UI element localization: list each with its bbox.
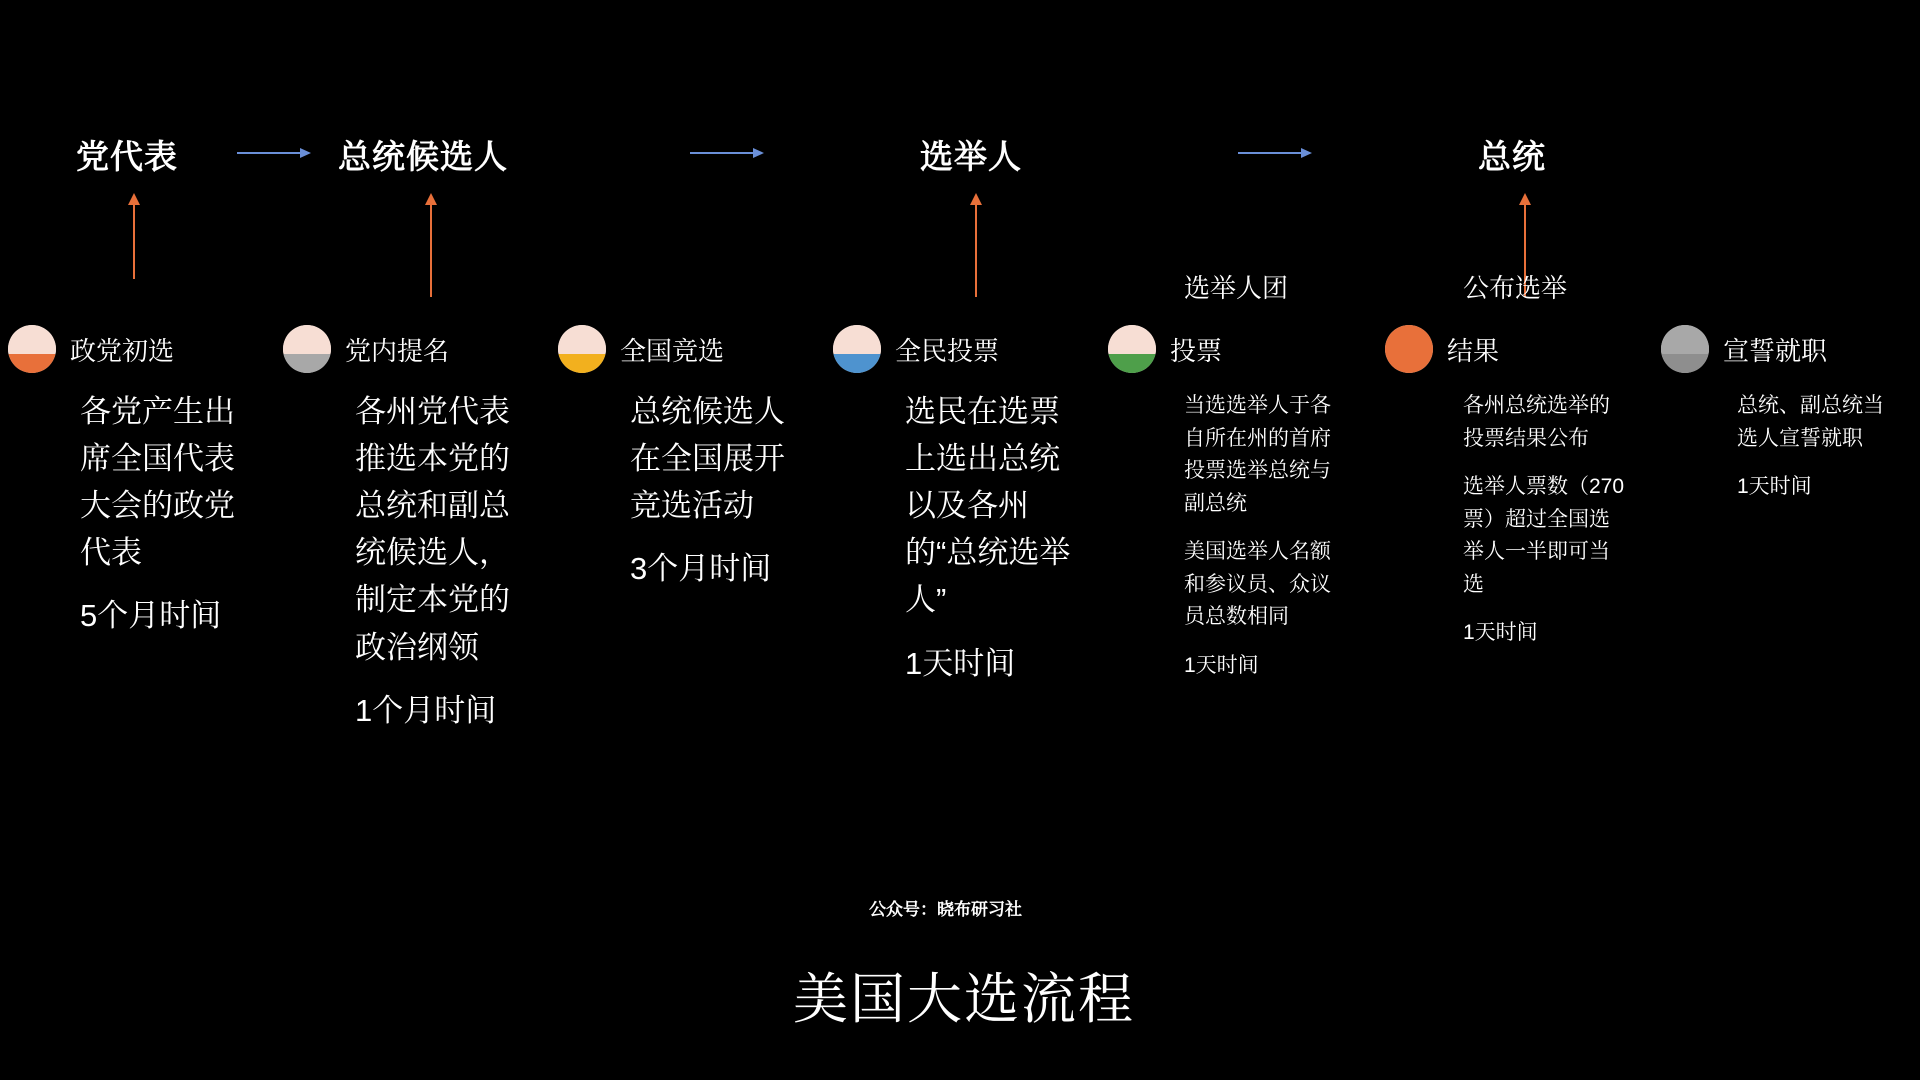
column-4-header <box>833 325 999 373</box>
column-5-body <box>1184 390 1344 682</box>
column-1-header <box>8 325 174 373</box>
bullet-icon-5 <box>1108 325 1156 373</box>
column-4-body <box>905 388 1080 687</box>
column-7-paragraph-1: 总统、副总统当选人宣誓就职 <box>1737 394 1884 450</box>
credit-text: 公众号：晓布研习社 <box>869 900 1022 919</box>
column-6-paragraph-2: 选举人票数（270票）超过全国选举人一半即可当选 <box>1463 475 1625 596</box>
stage-label-elector: 选举人 <box>920 138 1022 175</box>
column-5-title: 投票 <box>1170 335 1223 366</box>
column-4-title: 全民投票 <box>895 335 1000 366</box>
flow-arrow-3-icon <box>1238 152 1310 154</box>
column-7-header <box>1661 325 1827 373</box>
bullet-icon-1 <box>8 325 56 373</box>
bullet-icon-6 <box>1385 325 1433 373</box>
bullet-icon-4 <box>833 325 881 373</box>
column-5-paragraph-1: 当选选举人于各自所在州的首府投票选举总统与副总统 <box>1184 394 1331 515</box>
column-3-title: 全国竞选 <box>620 335 725 366</box>
column-3-paragraph-1: 总统候选人在全国展开竞选活动 <box>630 394 785 524</box>
bullet-icon-3 <box>558 325 606 373</box>
column-2-paragraph-2: 1个月时间 <box>355 692 497 728</box>
stage-label-party-delegates: 党代表 <box>76 138 178 175</box>
stage-label-presidential-candidate: 总统候选人 <box>338 138 508 175</box>
flow-arrow-2-icon <box>690 152 762 154</box>
column-7-title: 宣誓就职 <box>1723 335 1828 366</box>
up-arrow-primary-icon <box>133 204 135 279</box>
column-1-paragraph-2: 5个月时间 <box>80 598 222 634</box>
column-3-body <box>630 388 800 592</box>
column-5-paragraph-2: 美国选举人名额和参议员、众议员总数相同 <box>1184 540 1331 629</box>
column-1-paragraph-1: 各党产生出席全国代表大会的政党代表 <box>80 394 235 571</box>
column-7-body <box>1737 390 1892 504</box>
column-5-header <box>1108 325 1222 373</box>
up-arrow-vote-icon <box>975 204 977 297</box>
column-6-paragraph-1: 各州总统选举的投票结果公布 <box>1463 394 1610 450</box>
diagram-title: 美国大选流程 <box>793 968 1136 1030</box>
bullet-icon-7 <box>1661 325 1709 373</box>
column-5-paragraph-3: 1天时间 <box>1184 653 1259 677</box>
flow-arrow-1-icon <box>237 152 309 154</box>
column-2-title: 党内提名 <box>345 335 450 366</box>
column-6-paragraph-3: 1天时间 <box>1463 621 1538 645</box>
column-1-body <box>80 388 250 640</box>
column-6-header <box>1385 325 1499 373</box>
column-4-paragraph-2: 1天时间 <box>905 645 1016 681</box>
up-arrow-nomination-icon <box>430 204 432 297</box>
column-2-body <box>355 388 525 734</box>
column-6-body <box>1463 390 1628 650</box>
column-4-paragraph-1: 选民在选票上选出总统以及各州的“总统选举人” <box>905 394 1071 618</box>
column-6-title: 结果 <box>1447 335 1500 366</box>
column-1-title: 政党初选 <box>70 335 175 366</box>
column-3-header <box>558 325 724 373</box>
bullet-icon-2 <box>283 325 331 373</box>
column-2-header <box>283 325 449 373</box>
column-6-pre-label: 公布选举 <box>1463 273 1568 303</box>
column-3-paragraph-2: 3个月时间 <box>630 551 772 587</box>
column-5-pre-label: 选举人团 <box>1184 273 1289 303</box>
column-7-paragraph-2: 1天时间 <box>1737 475 1812 499</box>
column-2-paragraph-1: 各州党代表推选本党的总统和副总统候选人，制定本党的政治纲领 <box>355 394 510 665</box>
stage-label-president: 总统 <box>1478 138 1546 175</box>
